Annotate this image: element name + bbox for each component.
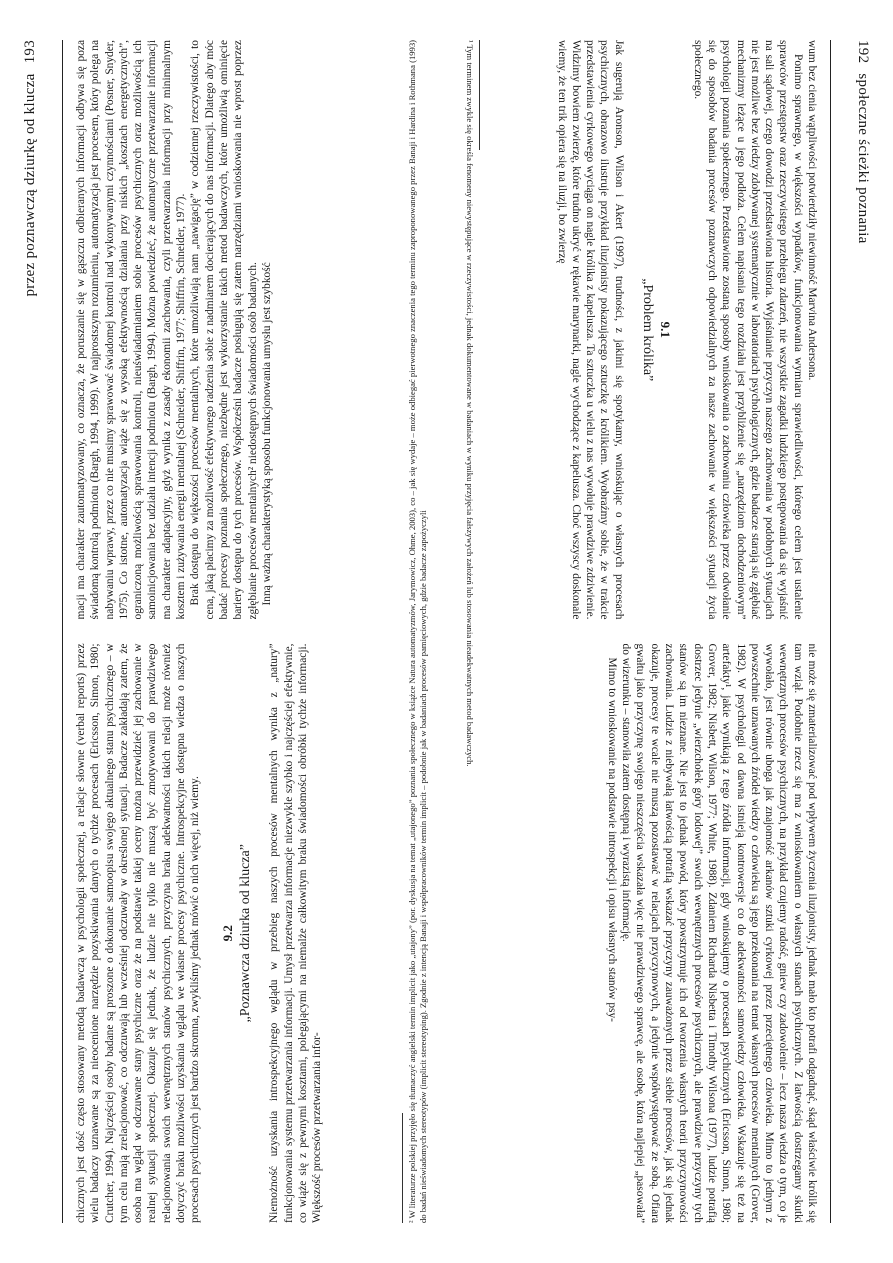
paragraph: Brak dostępu do większości procesów mentalnych, które umożliwiają nam „nawigację” w codziennej rzeczywistości, to cena, jaką płacimy za możliwość efektywnego radzenia sobie z nadmiarem docierających do nas informacji. Dlatego aby móc badać procesy poznania społecznego, niezbędne jest wykorzystanie takich metod badawczych, które umożliwią ominięcie bariery dostępu do tych procesów. Współcześni badacze posługują się zatem narzędziami wnioskowania nie wprost poprzez zgłębianie procesów mentalnych² niedostępnych świadomości osób badanych. [189,40,259,620]
footnotes-left [465,40,480,1223]
paragraph: Niemożność uzyskania introspekcyjnego wglądu w przebieg naszych procesów mentalnych wynika z „natury” funkcjonowania systemu przetwarzania informacji. Umysł przetwarza informacje niezwykle szybko i najczęściej efektywnie, co wiąże się z pewnymi kosztami, polegającymi na niemalże całkowitym braku świadomości obróbki tychże informacji. Większość procesów przetwarzania infor- [268,643,324,1223]
page-number-right: 193 [22,40,38,64]
right-column-2 [74,40,376,620]
paragraph: nie może się zmaterializować pod wpływem życzenia iluzjonisty, jednak mało kto potrafi odgadnąć, skąd właściwie królik się tam wziął. Podobnie rzecz się ma z wnioskowaniem o własnych stanach psychicznych. Z łatwością dostrzegamy skutki wewnętrznych procesów psychicznych, na przykład czujemy radość, gniew czy zadowolenie – lecz nasza wiedza o tym, co je wywołało, jest równie uboga jak znajomość arkanów sztuki cyrkowej przez przeciętnego człowieka. Mimo to jednym z powszechnie uznawanych źródeł wiedzy o człowieku są jego przekonania na temat własnych procesów mentalnych (Grover, 1982). W psychologii od dawna istnieją kontrowersje co do adekwatności samowiedzy człowieka. Wskazuje się też na artefakty¹, jakie wynikają z tego źródła informacji, gdy wnioskujemy o procesach psychicznych (Ericsson, Simon, 1980; Grover, 1982; Nisbett, Wilson, 1977; White, 1988). Zdaniem Richarda Nisbetta i Timothy Wilsona (1977), ludzie potrafią dostrzec jedynie „wierzchołek góry lodowej” swoich wewnętrznych procesów psychicznych, ale prawdziwe przyczyny tych stanów są im nieznane. Nie jest to jednak powód, który powstrzymuje ich od tworzenia własnych teorii przyczynowości zachowania. Ludzie z niebywałą łatwością potrafią wskazać przyczyny zauważonych przez siebie procesów, jak się jednak okazuje, procesy te wcale nie muszą pozostawać w relacjach przyczynowych, a jedynie współwystępować ze sobą. Ofiara gwałtu jako przyczynę swojego nieszczęścia wskazała więc nie prawdziwego sprawcę, ale osobę, która najlepiej „pasowała” do wizerunku – stanowiła zatem dostępną i wyrazistą informację. [620,643,818,1223]
page-number-left: 192 [855,40,871,64]
head-rule-right [62,40,63,1223]
running-head-left [854,40,871,1223]
running-head-title-right: przez poznawczą dziurkę od klucza [22,73,38,297]
paragraph: wum bez cienia wątpliwości potwierdziły niewinność Marvina Andersona. [806,40,818,381]
left-column-1 [517,40,819,620]
footnote-rule [479,40,480,150]
footnotes-right [402,40,428,1223]
head-rule-left [830,40,831,1223]
right-page [0,0,446,1263]
paragraph: Mimo to wnioskowanie na podstawie introspekcji i opisu własnych stanów psy- [605,657,618,1022]
running-head-right [22,40,39,1223]
section-title: „Poznawcza dziurka od klucza” [237,844,253,1023]
footnote-rule [402,1113,403,1223]
right-column-1 [74,644,376,1224]
left-page [447,0,893,1263]
left-column-2 [517,644,819,1224]
footnote: ¹ Tym terminem zwykle się określa fenomeny niewystępujące w rzeczywistości, jednak dokumentowane w badaniach w wyniku przyjęcia fałszywych założeń lub stosowania nieadekwatnych metod badawczych. [465,40,476,767]
paragraph: Ponimo sprawnego, w większości wypadków, funkcjonowania wymiaru sprawiedliwości, którego celem jest ustalenie sprawców przestępstw oraz rzeczywistego przebiegu zdarzeń, nie wszystkie zagadki ludzkiego postępowania da się wyjaśnić na sali sądowej, czego dowodzi przedstawiona historia. Wyjaśnianie przyczyn naszego zachowania w podobnych sytuacjach nie jest możliwe bez wiedzy zdobywanej systematycznie w laboratoriach psychologicznych, gdzie badacze starają się zgłębiać mechanizmy leżące u jego podłoża. Celem napisania tego rozdziału jest przybliżenie się „narzędziom dochodzeniowym” psychologii poznania społecznego. Przedstawione zostaną sposoby wnioskowania o zachowaniu człowieka przez odwołanie się do sposobów badania procesów poznawczych odpowiedzialnych za nasze zachowanie w większości sytuacji życia społecznego. [691,40,804,620]
paragraph: chicznych jest dość często stosowany metodą badawczą w psychologii społecznej, a relacje słowne (verbal reports) przez wielu badaczy uznawane są za nieocenione narzędzie pozyskiwania danych o tychże procesach (Ericsson, Simon, 1980; Crutcher, 1994). Najczęściej osoby badane są proszone o dokonanie samoopisu swojego aktualnego stanu psychicznego – w tym celu mają zrelacjonować, co odczuwają lub wcześniej odczuwały w określonej sytuacji. Badacze zakładają zatem, że osoba ma wgląd w odczuwane stany psychiczne oraz że na podstawie takiej oceny można przewidzieć jej zachowanie w realnej sytuacji społecznej. Okazuje się jednak, że ludzie nie tylko nie muszą być zmotywowani do prawdziwego relacjonowania swoich wewnętrznych stanów psychicznych, przyczyna braku adekwatności takich relacji może również dotyczyć braku możliwości uzyskania wglądu we własne procesy psychiczne. Introspekcyjne dostępna wiedza o naszych procesach psychicznych jest bardzo skromna, zwykliśmy jednak mówić o nich więcej, niż wiemy. [75,643,202,1223]
footnote: ² W literaturze polskiej przyjęło się tłumaczyć angielski termin implicit jako „utajony” (por. dyskusja na temat „utajonego” poznania społecznego w książce Natura automatyzmów, Jarymowicz, Ohme, 2003), co – jak się wydaje – może odbiegać pierwotnego znaczenia tego terminu zaproponowanego przez Banaji i Hardina i Rothmana (1993) do badań nieświadomych stereotypów (implicit stereotyping). Zgodnie z intencją Banaji i współpracowników termin implicit – podobnie jak w badaniach procesów pamięciowych, gdzie badacze zapożyczyli [407,40,428,1223]
paragraph: macji ma charakter zautomatyzowany, co oznacza, że poruszanie się w gąszczu odbieranych informacji odbywa się poza świadomą kontrolą podmiotu (Bargh, 1994, 1999). W najprostszym rozumieniu, automatyzacja jest procesem, który polega na nabywaniu wprawy, przez co nie musimy sprawować świadomej kontroli nad wykonywanymi czynnościami (Posner, Snyder, 1975). Co istotne, automatyzacja wiąże się z wysoką efektywnością działania przy niskich „kosztach energetycznych”, ograniczoną możliwością sprawowania kontroli, nieuświadamianiem sobie procesów psychicznych oraz możliwością ich samoinicjowania bez udziału intencji podmiotu (Bargh, 1994). Można powiedzieć, że automatyczne przetwarzanie informacji ma charakter adaptacyjny, gdyż wynika z zasady ekonomii zachowania, czyli przetwarzania informacji przy minimalnym kosztem i zużywania energii mentalnej (Schneider, Shiffrin, 1977; Shiffrin, Schneider, 1977). [75,40,188,620]
paragraph: Jak sugerują Aronson, Wilson i Akert (1997), trudności, z jakimi się spotykamy, wnioskując o własnych procesach psychicznych, obrazowo ilustruje przykład iluzjonisty pokazującego sztuczkę z królikiem. Wyobraźmy sobie, że w trakcie przedstawienia cyrkowego wyciąga on nagle królika z kapelusza. Ta sztuczka u wielu z nas wywołuje prawdziwe zdziwienie. Widzimy bowiem zwierzę, które trudno ukryć w rękawie marynarki, nagle wychodzące z kapelusza. Choć wszyscy doskonale wiemy, że ten trik opiera się na iluzji, bo zwierzę [555,40,625,620]
section-title: „Problem królika” [640,278,656,382]
paragraph: Inną ważną charakterystyką sposobu funkcjonowania umysłu jest szybkość [260,262,273,606]
section-number: 9.2 [219,925,235,942]
section-number: 9.1 [658,321,674,338]
running-head-title-left: społeczne ścieżki poznania [855,73,871,244]
